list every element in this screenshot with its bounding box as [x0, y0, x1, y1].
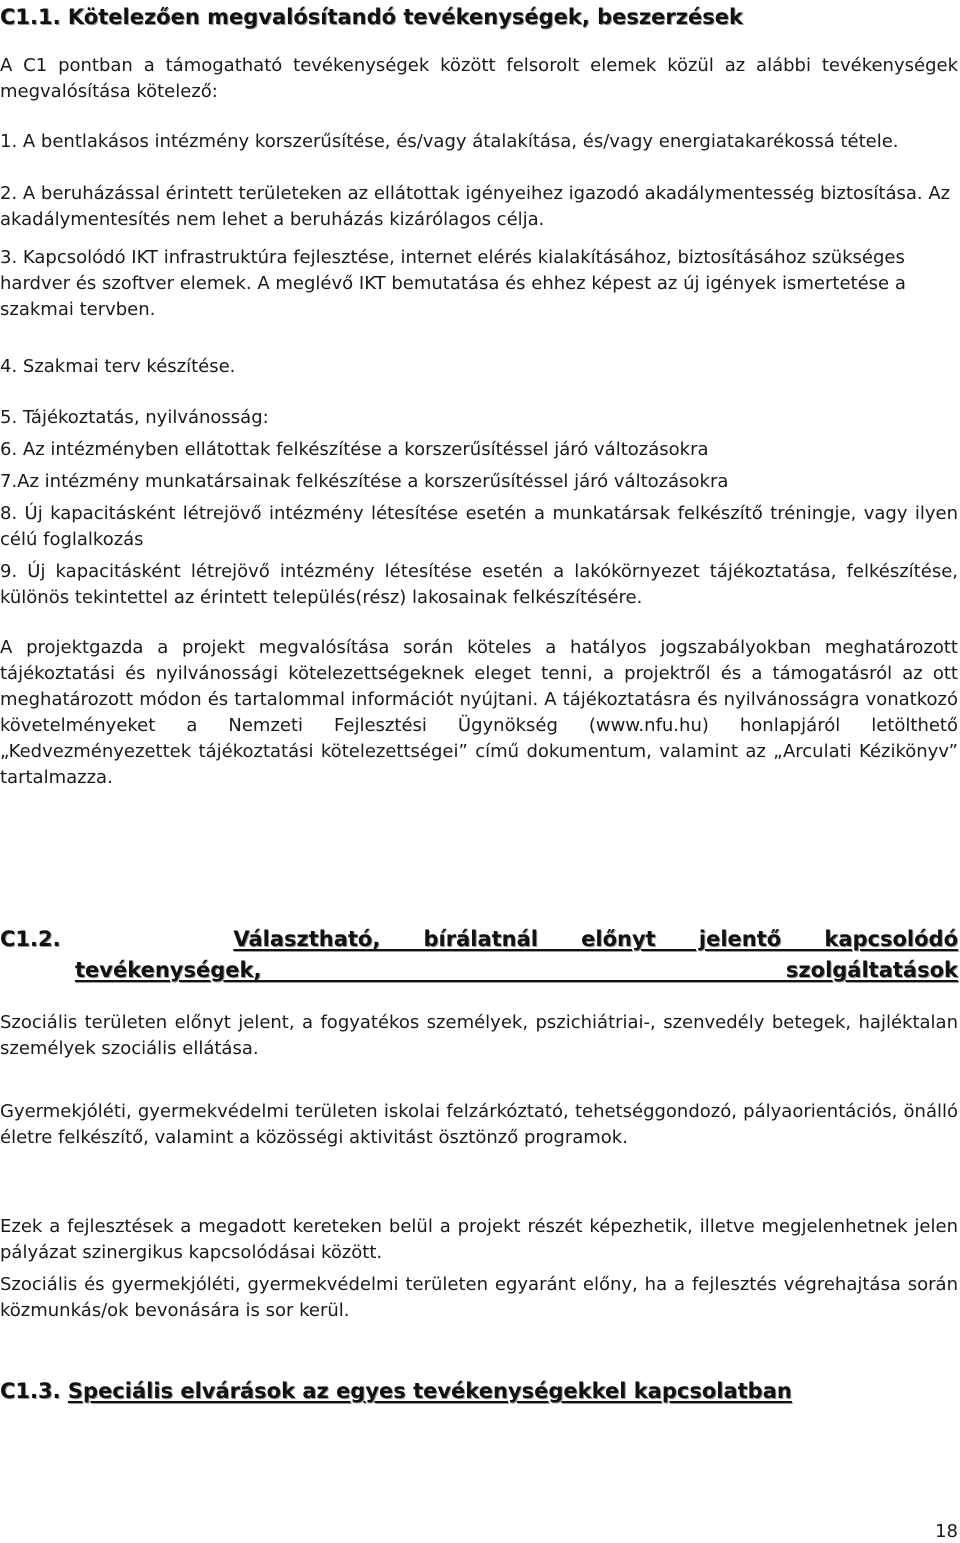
- paragraph: Szociális és gyermekjóléti, gyermekvédelmi területen egyaránt előny, ha a fejlesztés végrehajtása során közmunkás/ok bevonására is sor kerül.: [0, 1274, 958, 1321]
- paragraph: Ezek a fejlesztések a megadott kereteken belül a projekt részét képezhetik, illetve megjelenhetnek jelen pályázat szinergikus kapcsolódásai között.: [0, 1216, 958, 1263]
- closing-paragraph: A projektgazda a projekt megvalósítása során köteles a hatályos jogszabályokban meghatározott tájékoztatási és nyilvánossági kötelezettségeknek eleget tenni, a projektről és a támogatásról az ott meghatározott módon és tartalommal információt nyújtani. A tájékoztatásra és nyilvánosságra vonatkozó követelményeket a Nemzeti Fejlesztési Ügynökség (www.nfu.hu) honlapjáról letölthető „Kedvezményezettek tájékoztatási kötelezettségei” című dokumentum, valamint az „Arculati Kézikönyv” tartalmazza.: [0, 637, 958, 788]
- list-item: 9. Új kapacitásként létrejövő intézmény létesítése esetén a lakókörnyezet tájékoztatása, felkészítése, különös tekintettel az érintett település(rész) lakosainak felkészítésére.: [0, 561, 958, 608]
- section-number: C1.2.: [0, 927, 61, 951]
- section-number: C1.3.: [0, 1379, 61, 1403]
- list-item: 8. Új kapacitásként létrejövő intézmény létesítése esetén a munkatársak felkészítő tréningje, vagy ilyen célú foglalkozás: [0, 503, 958, 550]
- section-title: Kötelezően megvalósítandó tevékenységek, beszerzések: [67, 5, 743, 29]
- list-item: 7.Az intézmény munkatársainak felkészítése a korszerűsítéssel járó változásokra: [0, 471, 729, 492]
- section-heading-c12: [0, 924, 958, 986]
- page-number: 18: [935, 1521, 958, 1542]
- section-title: Választható, bírálatnál előnyt jelentő kapcsolódó: [233, 927, 959, 951]
- section-heading-c13: [0, 1376, 792, 1407]
- list-item: 5. Tájékoztatás, nyilvánosság:: [0, 407, 269, 428]
- paragraph: Szociális területen előnyt jelent, a fogyatékos személyek, pszichiátriai-, szenvedély betegek, hajléktalan személyek szociális ellátása.: [0, 1012, 958, 1059]
- section-heading-c11: [0, 2, 743, 33]
- list-item: 1. A bentlakásos intézmény korszerűsítése, és/vagy átalakítása, és/vagy energiatakarékossá tétele.: [0, 131, 899, 152]
- section-title-continued: tevékenységek, szolgáltatások: [75, 958, 958, 982]
- list-item: 6. Az intézményben ellátottak felkészítése a korszerűsítéssel járó változásokra: [0, 439, 709, 460]
- paragraph: Gyermekjóléti, gyermekvédelmi területen iskolai felzárkóztató, tehetséggondozó, pályaorientációs, önálló életre felkészítő, valamint a közösségi aktivitást ösztönző programok.: [0, 1101, 958, 1148]
- section-number: C1.1.: [0, 5, 61, 29]
- section-title: Speciális elvárások az egyes tevékenységekkel kapcsolatban: [67, 1379, 792, 1403]
- intro-paragraph: A C1 pontban a támogatható tevékenységek között felsorolt elemek közül az alábbi tevékenységek megvalósítása kötelező:: [0, 55, 958, 102]
- list-item: 2. A beruházással érintett területeken az ellátottak igényeihez igazodó akadálymentesség biztosítása. Az akadálymentesítés nem lehet a beruházás kizárólagos célja.: [0, 183, 951, 230]
- list-item: 3. Kapcsolódó IKT infrastruktúra fejlesztése, internet elérés kialakításához, biztosításához szükséges hardver és szoftver elemek. A meglévő IKT bemutatása és ehhez képest az új igények ismertetése a szakmai tervben.: [0, 247, 906, 320]
- list-item: 4. Szakmai terv készítése.: [0, 356, 236, 377]
